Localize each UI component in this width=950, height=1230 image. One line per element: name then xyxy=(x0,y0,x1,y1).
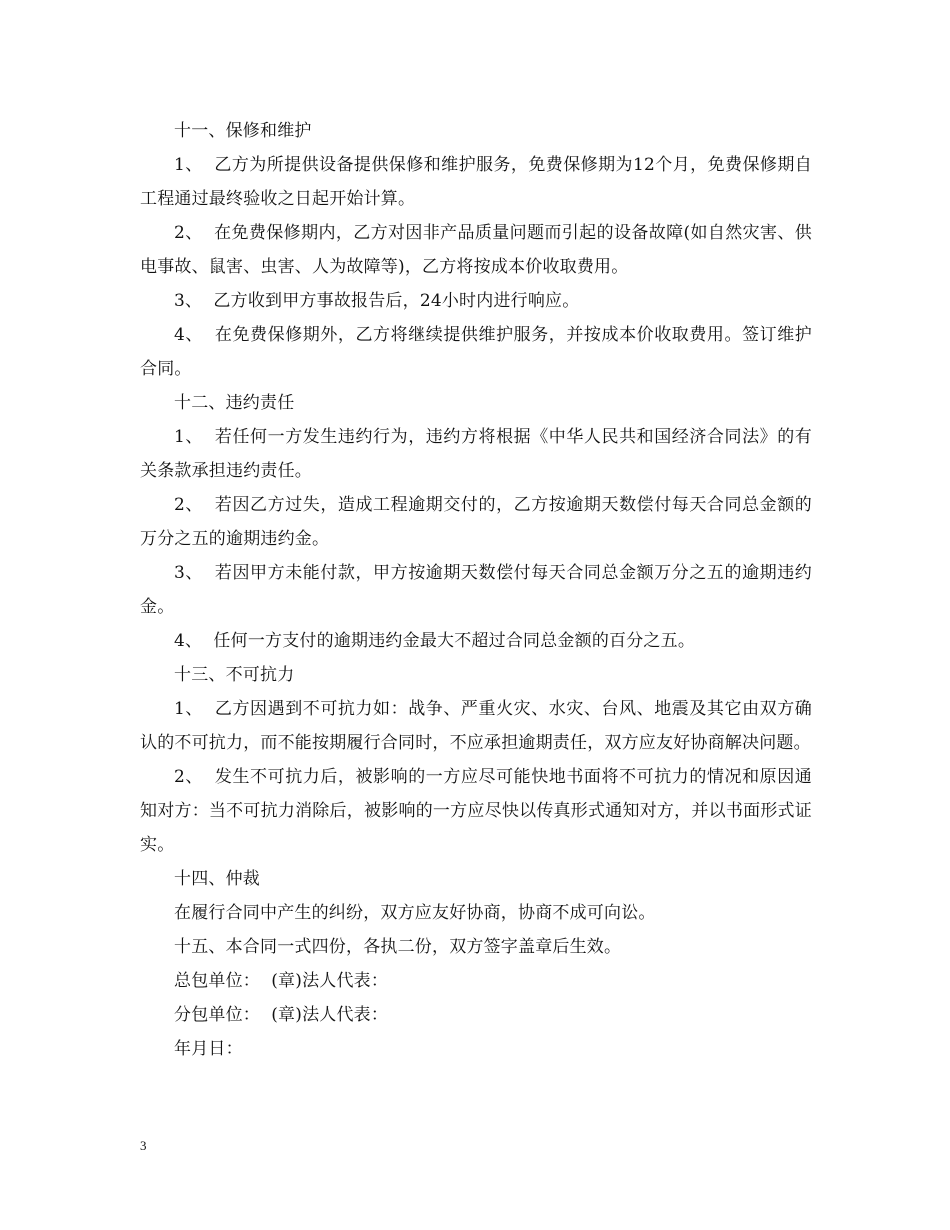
clause-liability-4: 4、 任何一方支付的逾期违约金最大不超过合同总金额的百分之五。 xyxy=(174,631,696,651)
clause-force-majeure-2: 2、 发生不可抗力后，被影响的一方应尽可能快地书面将不可抗力的情况和原因通知对方：当不可抗力消除后，被影响的一方应尽快以传真形式通知对方，并以书面形式证实。 xyxy=(140,767,812,855)
section-heading-arbitration: 十四、仲裁 xyxy=(174,869,260,889)
section-heading-force-majeure: 十三、不可抗力 xyxy=(174,665,295,685)
section-heading-liability: 十二、违约责任 xyxy=(174,393,295,413)
clause-warranty-2: 2、 在免费保修期内，乙方对因非产品质量问题而引起的设备故障(如自然灾害、供电事故、鼠害、虫害、人为故障等)，乙方将按成本价收取费用。 xyxy=(140,223,812,277)
signature-general-contractor: 总包单位： (章)法人代表： xyxy=(174,971,389,991)
section-heading-warranty: 十一、保修和维护 xyxy=(174,121,312,141)
clause-liability-3: 3、 若因甲方未能付款，甲方按逾期天数偿付每天合同总金额万分之五的逾期违约金。 xyxy=(140,563,812,617)
clause-warranty-3: 3、 乙方收到甲方事故报告后，24小时内进行响应。 xyxy=(174,291,580,311)
page-number: 3 xyxy=(140,1138,147,1153)
signature-date: 年月日： xyxy=(174,1039,243,1059)
clause-arbitration: 在履行合同中产生的纠纷，双方应友好协商，协商不成可向讼。 xyxy=(174,903,656,923)
clause-force-majeure-1: 1、 乙方因遇到不可抗力如：战争、严重火灾、水灾、台风、地震及其它由双方确认的不可抗力，而不能按期履行合同时，不应承担逾期责任，双方应友好协商解决问题。 xyxy=(140,699,812,753)
document-body xyxy=(140,114,812,1066)
clause-warranty-4: 4、 在免费保修期外，乙方将继续提供维护服务，并按成本价收取费用。签订维护合同。 xyxy=(140,325,812,379)
signature-subcontractor: 分包单位： (章)法人代表： xyxy=(174,1005,389,1025)
clause-warranty-1: 1、 乙方为所提供设备提供保修和维护服务，免费保修期为12个月，免费保修期自工程通过最终验收之日起开始计算。 xyxy=(140,155,812,209)
clause-liability-1: 1、 若任何一方发生违约行为，违约方将根据《中华人民共和国经济合同法》的有关条款承担违约责任。 xyxy=(140,427,812,481)
clause-copies: 十五、本合同一式四份，各执二份，双方签字盖章后生效。 xyxy=(174,937,622,957)
clause-liability-2: 2、 若因乙方过失，造成工程逾期交付的，乙方按逾期天数偿付每天合同总金额的万分之五的逾期违约金。 xyxy=(140,495,812,549)
